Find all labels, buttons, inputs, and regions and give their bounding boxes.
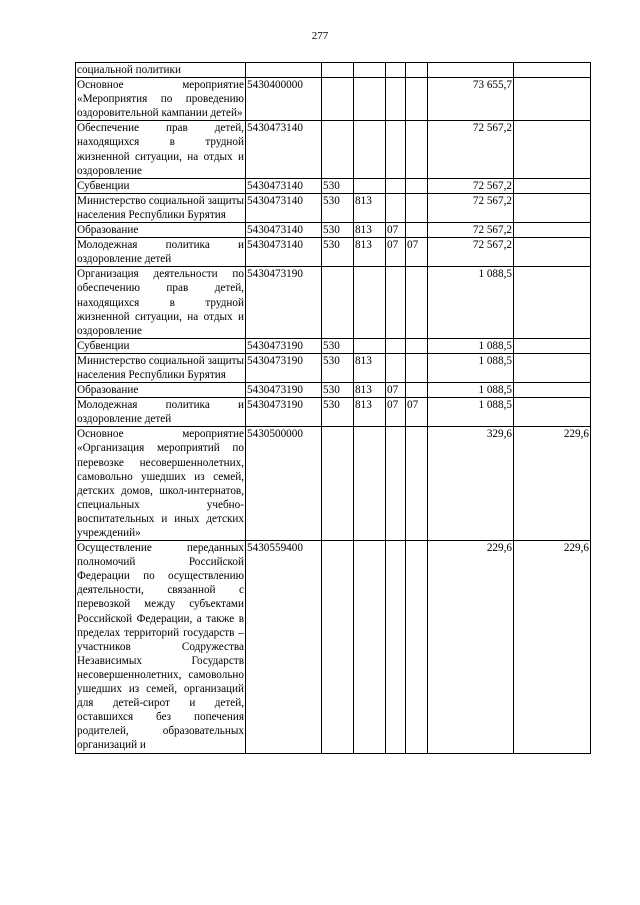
cell-name: Молодежная политика и оздоровление детей	[77, 399, 244, 426]
table-row	[76, 193, 591, 222]
cell-section: 07	[386, 383, 406, 398]
table-row	[76, 398, 591, 427]
cell-name: Обеспечение прав детей, находящихся в трудной жизненной ситуации, на отдых и оздоровление	[77, 122, 244, 177]
cell-name: Образование	[76, 383, 246, 398]
table-row	[76, 383, 591, 398]
table-row	[76, 63, 591, 78]
cell-target-code: 5430400000	[246, 78, 322, 121]
cell-section: 07	[386, 238, 406, 267]
cell-name: Осуществление переданных полномочий Российской Федерации по осуществлению деятельности, связанной с перевозкой между субъектами Российской Федерации, а также в пределах территорий государств – участников Содружества Независимых Государств несовершеннолетних, самовольно ушедших из семей, организаций для детей-сирот и детей, оставшихся без попечения родителей, образовательных организаций и	[77, 542, 244, 752]
cell-expense-type: 530	[322, 398, 354, 427]
table-row	[76, 121, 591, 178]
cell-target-code: 5430559400	[246, 541, 322, 753]
cell-subsection	[406, 178, 428, 193]
cell-target-code	[246, 63, 322, 78]
cell-amount-2	[514, 383, 591, 398]
cell-expense-type	[322, 267, 354, 338]
cell-ministry-code: 813	[354, 193, 386, 222]
cell-expense-type	[322, 78, 354, 121]
cell-amount-2	[514, 267, 591, 338]
cell-target-code: 5430473190	[246, 398, 322, 427]
cell-name: Молодежная политика и оздоровление детей	[77, 239, 244, 266]
cell-name: Образование	[76, 223, 246, 238]
cell-ministry-code	[354, 63, 386, 78]
cell-amount-1: 72 567,2	[428, 193, 514, 222]
cell-section	[386, 427, 406, 541]
cell-target-code: 5430473190	[246, 338, 322, 353]
cell-name: Основное мероприятие «Организация мероприятий по перевозке несовершеннолетних, самовольно ушедших из семей, детских домов, школ-интернатов, специальных учебно-воспитательных и иных детских учреждений»	[77, 428, 244, 539]
cell-section	[386, 193, 406, 222]
cell-section	[386, 338, 406, 353]
cell-name: Субвенции	[76, 178, 246, 193]
page-number: 277	[311, 30, 329, 42]
cell-expense-type: 530	[322, 193, 354, 222]
cell-subsection: 07	[406, 238, 428, 267]
cell-ministry-code	[354, 178, 386, 193]
cell-amount-1: 329,6	[428, 427, 514, 541]
cell-expense-type	[322, 63, 354, 78]
cell-name: Организация деятельности по обеспечению прав детей, находящихся в трудной жизненной ситуации, на отдых и оздоровление	[77, 268, 244, 337]
table-row	[76, 78, 591, 121]
cell-section	[386, 78, 406, 121]
cell-subsection	[406, 121, 428, 178]
cell-expense-type: 530	[322, 178, 354, 193]
cell-subsection	[406, 427, 428, 541]
cell-amount-1: 72 567,2	[428, 178, 514, 193]
cell-section	[386, 353, 406, 382]
cell-amount-2: 229,6	[514, 541, 591, 753]
table-row	[76, 541, 591, 753]
table-body	[76, 63, 591, 754]
cell-amount-1: 1 088,5	[428, 267, 514, 338]
table-row	[76, 223, 591, 238]
cell-amount-2	[514, 223, 591, 238]
cell-ministry-code	[354, 541, 386, 753]
cell-ministry-code	[354, 338, 386, 353]
cell-amount-1: 1 088,5	[428, 353, 514, 382]
cell-amount-2	[514, 398, 591, 427]
cell-section	[386, 541, 406, 753]
cell-expense-type: 530	[322, 223, 354, 238]
budget-table	[75, 62, 591, 754]
cell-subsection	[406, 353, 428, 382]
table-row	[76, 338, 591, 353]
cell-ministry-code	[354, 121, 386, 178]
cell-subsection	[406, 63, 428, 78]
cell-expense-type: 530	[322, 338, 354, 353]
cell-section	[386, 121, 406, 178]
cell-target-code: 5430473140	[246, 238, 322, 267]
cell-ministry-code: 813	[354, 383, 386, 398]
table-row	[76, 353, 591, 382]
cell-amount-2	[514, 121, 591, 178]
cell-subsection	[406, 267, 428, 338]
cell-target-code: 5430473140	[246, 178, 322, 193]
cell-amount-2	[514, 238, 591, 267]
cell-subsection	[406, 541, 428, 753]
table-row	[76, 178, 591, 193]
cell-subsection	[406, 193, 428, 222]
cell-name: Основное мероприятие «Мероприятия по проведению оздоровительной кампании детей»	[77, 79, 244, 120]
cell-target-code: 5430473140	[246, 223, 322, 238]
cell-amount-1: 1 088,5	[428, 338, 514, 353]
cell-subsection	[406, 383, 428, 398]
cell-amount-1: 229,6	[428, 541, 514, 753]
table-row	[76, 427, 591, 541]
cell-amount-2	[514, 178, 591, 193]
cell-amount-2	[514, 78, 591, 121]
cell-section	[386, 267, 406, 338]
cell-ministry-code: 813	[354, 223, 386, 238]
cell-amount-1: 72 567,2	[428, 238, 514, 267]
cell-name: Субвенции	[76, 338, 246, 353]
cell-name: социальной политики	[76, 63, 246, 78]
cell-expense-type	[322, 121, 354, 178]
cell-amount-1: 73 655,7	[428, 78, 514, 121]
cell-section	[386, 178, 406, 193]
cell-expense-type	[322, 427, 354, 541]
cell-name: Министерство социальной защиты населения Республики Бурятия	[77, 354, 244, 381]
cell-amount-1	[428, 63, 514, 78]
cell-expense-type: 530	[322, 383, 354, 398]
cell-target-code: 5430473190	[246, 267, 322, 338]
cell-ministry-code	[354, 78, 386, 121]
cell-amount-2	[514, 338, 591, 353]
cell-expense-type: 530	[322, 238, 354, 267]
cell-target-code: 5430473190	[246, 383, 322, 398]
cell-target-code: 5430473140	[246, 121, 322, 178]
cell-expense-type	[322, 541, 354, 753]
cell-section: 07	[386, 223, 406, 238]
cell-ministry-code	[354, 267, 386, 338]
cell-section	[386, 63, 406, 78]
cell-section: 07	[386, 398, 406, 427]
cell-ministry-code: 813	[354, 238, 386, 267]
cell-amount-2	[514, 63, 591, 78]
cell-expense-type: 530	[322, 353, 354, 382]
cell-ministry-code: 813	[354, 398, 386, 427]
cell-amount-2	[514, 193, 591, 222]
cell-amount-1: 72 567,2	[428, 223, 514, 238]
cell-ministry-code: 813	[354, 353, 386, 382]
cell-amount-1: 1 088,5	[428, 398, 514, 427]
cell-subsection	[406, 78, 428, 121]
cell-ministry-code	[354, 427, 386, 541]
table-row	[76, 238, 591, 267]
cell-amount-1: 1 088,5	[428, 383, 514, 398]
cell-subsection: 07	[406, 398, 428, 427]
cell-amount-2: 229,6	[514, 427, 591, 541]
cell-target-code: 5430473190	[246, 353, 322, 382]
table-row	[76, 267, 591, 338]
cell-subsection	[406, 223, 428, 238]
cell-subsection	[406, 338, 428, 353]
cell-target-code: 5430473140	[246, 193, 322, 222]
cell-name: Министерство социальной защиты населения Республики Бурятия	[77, 194, 244, 221]
cell-amount-2	[514, 353, 591, 382]
cell-target-code: 5430500000	[246, 427, 322, 541]
cell-amount-1: 72 567,2	[428, 121, 514, 178]
